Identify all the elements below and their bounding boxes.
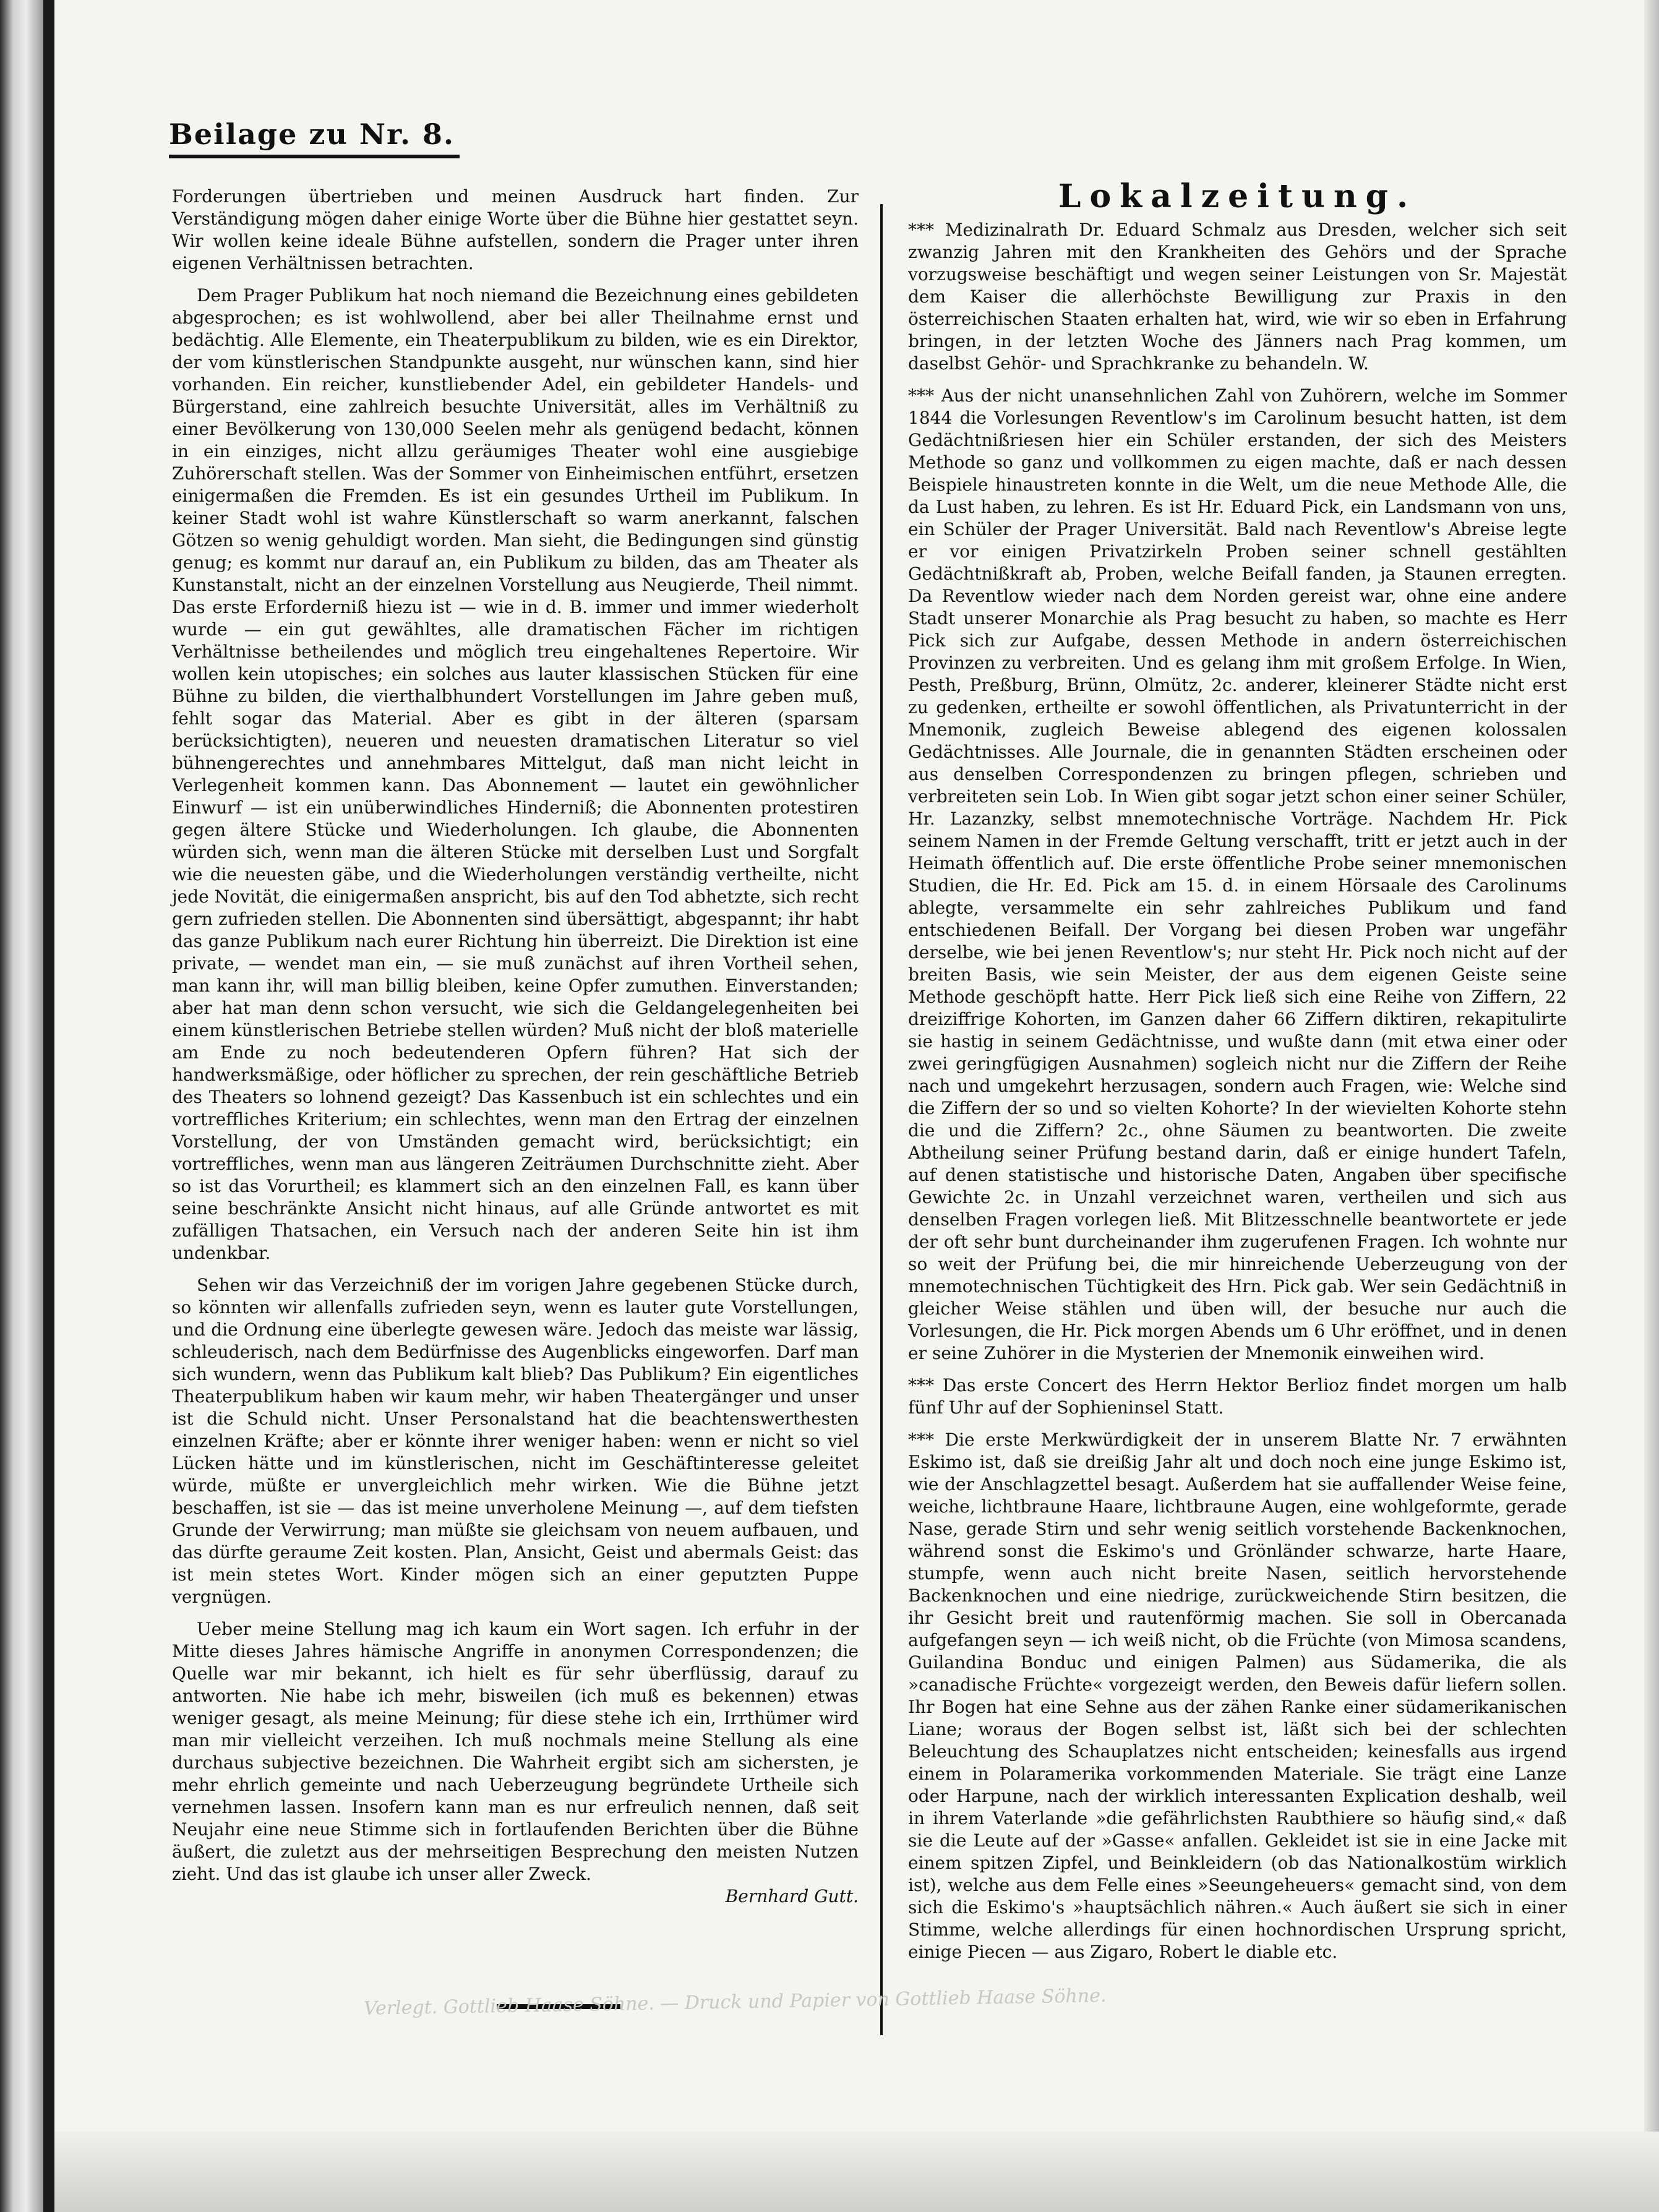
news-item: *** Das erste Concert des Herrn Hektor Berlioz findet morgen um halb fünf Uhr auf der Sophieninsel Statt. [908, 1375, 1567, 1418]
left-paragraph: Ueber meine Stellung mag ich kaum ein Wort sagen. Ich erfuhr in der Mitte dieses Jahres hämische Angriffe in anonymen Correspondenzen; die Quelle war mir bekannt, ich hielt es für sehr überflüssig, darauf zu antworten. Nie habe ich mehr, bisweilen (ich muß es bekennen) etwas weniger gesagt, als meine Meinung; für diese stehe ich ein, Irrthümer wird man mir vielleicht verzeihen. Ich muß nochmals meine Stellung als eine durchaus subjective bezeichnen. Die Wahrheit ergibt sich am sichersten, je mehr ehrlich gemeinte und nach Ueberzeugung begründete Urtheile sich vernehmen lassen. Insofern kann man es nur erfreulich nennen, daß seit Neujahr eine neue Stimme sich in fortlaufenden Berichten über die Bühne äußert, die zuletzt aus der mehrseitigen Besprechung den meisten Nutzen zieht. Und das ist glaube ich unser aller Zweck. [172, 1619, 859, 1884]
left-paragraph: Dem Prager Publikum hat noch niemand die Bezeichnung eines gebildeten abgesprochen; es ist wohlwollend, aber bei aller Theilnahme ernst und bedächtig. Alle Elemente, ein Theaterpublikum zu bilden, wie es ein Direktor, der vom künstlerischen Standpunkte ausgeht, nur wünschen kann, sind hier vorhanden. Ein reicher, kunstliebender Adel, ein gebildeter Handels- und Bürgerstand, eine zahlreich besuchte Universität, alles im Verhältniß zu einer Bevölkerung von 130,000 Seelen mehr als genügend bedacht, können in ein einziges, nicht allzu geräumiges Theater wohl eine ausgiebige Zuhörerschaft stellen. Was der Sommer von Einheimischen entführt, ersetzen einigermaßen die Fremden. Es ist ein gesundes Urtheil im Publikum. In keiner Stadt wohl ist wahre Künstlerschaft so warm anerkannt, falschen Götzen so wenig gehuldigt worden. Man sieht, die Bedingungen sind günstig genug; es kommt nur darauf an, ein Publikum zu bilden, das am Theater als Kunstanstalt, nicht an der einzelnen Vorstellung aus Neugierde, Theil nimmt. Das erste Erforderniß hiezu ist — wie in d. B. immer und immer wiederholt wurde — ein gut gewähltes, alle dramatischen Fächer im richtigen Verhältnisse betheilendes und möglich treu eingehaltenes Repertoire. Wir wollen kein utopisches; ein solches aus lauter klassischen Stücken für eine Bühne zu bilden, die vierthalbhundert Vorstellungen im Jahre geben muß, fehlt sogar das Material. Aber es gibt in der älteren (sparsam berücksichtigten), neueren und neuesten dramatischen Literatur so viel bühnengerechtes und annehmbares Mittelgut, daß man nicht leicht in Verlegenheit kommen kann. Das Abonnement — lautet ein gewöhnlicher Einwurf — ist ein unüberwindliches Hinderniß; die Abonnenten protestiren gegen ältere Stücke und Wiederholungen. Ich glaube, die Abonnenten würden sich, wenn man die älteren Stücke mit derselben Lust und Sorgfalt wie die neuesten gäbe, und die Wiederholungen verständig vertheilte, nicht jede Novität, die einigermaßen anspricht, bis auf den Tod abhetzte, sich recht gern zufrieden stellen. Die Abonnenten sind übersättigt, abgespannt; ihr habt das ganze Publikum nach eurer Richtung hin überreizt. Die Direktion ist eine private, — wendet man ein, — sie muß zunächst auf ihren Vortheil sehen, man kann ihr, will man billig bleiben, keine Opfer zumuthen. Einverstanden; aber hat man denn schon versucht, wie sich die Geldangelegenheiten bei einem künstlerischen Betriebe stellen würden? Muß nicht der bloß materielle am Ende zu noch bedeutenderen Opfern führen? Hat sich der handwerksmäßige, oder höflicher zu sprechen, der rein geschäftliche Betrieb des Theaters so lohnend gezeigt? Das Kassenbuch ist ein schlechtes und ein vortreffliches Kriterium; ein schlechtes, wenn man den Ertrag der einzelnen Vorstellung, der von Umständen gemacht wird, berücksichtigt; ein vortreffliches, wenn man aus längeren Zeiträumen Durchschnitte zieht. Aber so ist das Vorurtheil; es klammert sich an den einzelnen Fall, es kann über seine beschränkte Ansicht nicht hinaus, auf alle Gründe antwortet es mit zufälligen Thatsachen, ein Versuch nach der anderen Seite hin ist ihm undenkbar. [172, 285, 859, 1263]
adjacent-page-edge [0, 0, 43, 2212]
header-underline [169, 155, 460, 158]
author-signature: Bernhard Gutt. [725, 1886, 859, 1906]
page-right-edge [1644, 0, 1659, 2212]
left-paragraph: Forderungen übertrieben und meinen Ausdruck hart finden. Zur Verständigung mögen daher einige Worte über die Bühne hier gestattet seyn. Wir wollen keine ideale Bühne aufstellen, sondern die Prager unter ihren eigenen Verhältnissen betrachten. [172, 186, 859, 273]
left-paragraph: Sehen wir das Verzeichniß der im vorigen Jahre gegebenen Stücke durch, so könnten wir allenfalls zufrieden seyn, wenn es lauter gute Vorstellungen, und die Ordnung eine überlegte gewesen wäre. Jedoch das meiste war lässig, schleuderisch, nach dem Bedürfnisse des Augenblicks eingeworfen. Darf man sich wundern, wenn das Publikum kalt blieb? Das Publikum? Ein eigentliches Theaterpublikum haben wir kaum mehr, wir haben Theatergänger und unser ist die Schuld nicht. Unser Personalstand hat die beachtenswerthesten einzelnen Kräfte; aber er könnte ihrer weniger haben: wenn er nicht so viel Lücken hätte und im künstlerischen, nicht im Geschäftinteresse geleitet würde, müßte er unvergleichlich mehr wirken. Wie die Bühne jetzt beschaffen, ist sie — das ist meine unverholene Meinung —, auf dem tiefsten Grunde der Verwirrung; man müßte sie gleichsam von neuem aufbauen, und das dürfte geraume Zeit kosten. Plan, Ansicht, Geist und abermals Geist: das ist mein stetes Wort. Kinder mögen sich an einer geputzten Puppe vergnügen. [172, 1275, 859, 1607]
right-column [908, 178, 1567, 1973]
newspaper-page [54, 0, 1659, 2212]
news-item: *** Medizinalrath Dr. Eduard Schmalz aus Dresden, welcher sich seit zwanzig Jahren mit den Krankheiten des Gehörs und der Sprache vorzugsweise beschäftigt und wegen seiner Leistungen von Sr. Majestät dem Kaiser die allerhöchste Bewilligung zur Praxis in den österreichischen Staaten erhalten hat, wird, wie wir so eben in Erfahrung bringen, in der letzten Woche des Jänners nach Prag kommen, um daselbst Gehör- und Sprachkranke zu behandeln. W. [908, 220, 1567, 374]
column-divider [880, 204, 883, 2035]
section-title: Lokalzeitung. [1058, 178, 1417, 215]
news-item: *** Die erste Merkwürdigkeit der in unserem Blatte Nr. 7 erwähnten Eskimo ist, daß sie dreißig Jahr alt und doch noch eine junge Eskimo ist, wie der Anschlagzettel besagt. Außerdem hat sie auffallender Weise feine, weiche, lichtbraune Haare, lichtbraune Augen, eine wohlgeformte, gerade Nase, gerade Stirn und sehr wenig seitlich vorstehende Backenknochen, während sonst die Eskimo's und Grönländer schwarze, harte Haare, stumpfe, wenn auch nicht breite Nasen, seitlich hervorstehende Backenknochen und eine niedrige, zurückweichende Stirn besitzen, die ihr Gesicht breit und rautenförmig machen. Sie soll in Obercanada aufgefangen seyn — ich weiß nicht, ob die Früchte (von Mimosa scandens, Guilandina Bonduc und einigen Palmen) aus Südamerika, die als »canadische Früchte« vorgezeigt werden, den Beweis dafür liefern sollen. Ihr Bogen hat eine Sehne aus der zähen Ranke einer südamerikanischen Liane; woraus der Bogen selbst ist, läßt sich bei der schlechten Beleuchtung des Schauplatzes nicht entscheiden; keinesfalls aus irgend einem in Polaramerika vorkommenden Materiale. Sie trägt eine Lanze oder Harpune, nach der wirklich interessanten Explication deshalb, weil in ihrem Vaterlande »die gefährlichsten Raubthiere so häufig sind,« daß sie die Leute auf der »Gasse« anfallen. Gekleidet ist sie in eine Jacke mit einem spitzen Zipfel, und Beinkleidern (ob das Nationalkostüm wirklich ist), welche aus dem Felle eines »Seeungeheuers« gemacht sind, von dem sich die Eskimo's »hauptsächlich nähren.« Auch äußert sie sich in einer Stimme, welche allerdings für einen hochnordischen Ursprung spricht, einige Piecen — aus Zigaro, Robert le diable etc. [908, 1430, 1567, 1962]
show-through-text: Verlegt. Gottlieb Haase Söhne. — Druck und Papier von Gottlieb Haase Söhne. [363, 1984, 1107, 2020]
page-header: Beilage zu Nr. 8. [169, 118, 455, 151]
left-column [172, 186, 859, 1918]
page-bottom-shadow [54, 2132, 1659, 2212]
news-item: *** Aus der nicht unansehnlichen Zahl von Zuhörern, welche im Sommer 1844 die Vorlesungen Reventlow's im Carolinum besucht hatten, ist dem Gedächtnißriesen hier ein Schüler erstanden, der sich des Meisters Methode so ganz und vollkommen zu eigen machte, daß er nach dessen Beispiele hinaustreten konnte in die Welt, um die neue Methode Alle, die da Lust haben, zu lehren. Es ist Hr. Eduard Pick, ein Landsmann von uns, ein Schüler der Prager Universität. Bald nach Reventlow's Abreise legte er vor einigen Privatzirkeln Proben seiner schnell gestählten Gedächtnißkraft ab, Proben, welche Beifall fanden, ja Staunen erregten. Da Reventlow wieder nach dem Norden gereist war, ohne eine andere Stadt unserer Monarchie als Prag besucht zu haben, so machte es Herr Pick sich zur Aufgabe, dessen Methode in andern österreichischen Provinzen zu verbreiten. Und es gelang ihm mit großem Erfolge. In Wien, Pesth, Preßburg, Brünn, Olmütz, 2c. anderer, kleinerer Städte nicht erst zu gedenken, ertheilte er sowohl öffentlichen, als Privatunterricht in der Mnemonik, zugleich Beweise ablegend des eigenen kolossalen Gedächtnisses. Alle Journale, die in genannten Städten erscheinen oder aus denselben Correspondenzen zu bringen pflegen, schrieben und verbreiteten sein Lob. In Wien gibt sogar jetzt schon einer seiner Schüler, Hr. Lazanzky, selbst mnemotechnische Vorträge. Nachdem Hr. Pick seinem Namen in der Fremde Geltung verschafft, tritt er jetzt auch in der Heimath öffentlich auf. Die erste öffentliche Probe seiner mnemonischen Studien, die Hr. Ed. Pick am 15. d. in einem Hörsaale des Carolinums ablegte, versammelte ein sehr zahlreiches Publikum und fand entschiedenen Beifall. Der Vorgang bei diesen Proben war ungefähr derselbe, wie bei jenen Reventlow's; nur steht Hr. Pick noch nicht auf der breiten Basis, wie sein Meister, der aus dem eigenen Geiste seine Methode geschöpft hatte. Herr Pick ließ sich eine Reihe von Ziffern, 22 dreiziffrige Kohorten, im Ganzen daher 66 Ziffern diktiren, rekapitulirte sie hastig in seinem Gedächtnisse, und wußte dann (mit etwa einer oder zwei geringfügigen Ausnahmen) sogleich nicht nur die Ziffern der Reihe nach und umgekehrt herzusagen, sondern auch Fragen, wie: Welche sind die Ziffern der so und so vielten Kohorte? In der wievielten Kohorte stehn die und die Ziffern? 2c., ohne Säumen zu beantworten. Die zweite Abtheilung seiner Prüfung bestand darin, daß er einige hundert Tafeln, auf denen statistische und historische Daten, Angaben über specifische Gewichte 2c. in Unzahl verzeichnet waren, vertheilen und sich aus denselben Fragen vorlegen ließ. Mit Blitzesschnelle beantwortete er jede der oft sehr bunt durcheinander ihm zugerufenen Fragen. Ich wohnte nur so weit der Prüfung bei, die mir hinreichende Ueberzeugung von der mnemotechnischen Tüchtigkeit des Hrn. Pick gab. Wer sein Gedächtniß in gleicher Weise stählen und üben will, der besuche nur auch die Vorlesungen, die Hr. Pick morgen Abends um 6 Uhr eröffnet, und in denen er seine Zuhörer in die Mysterien der Mnemonik einweihen wird. [908, 385, 1567, 1363]
